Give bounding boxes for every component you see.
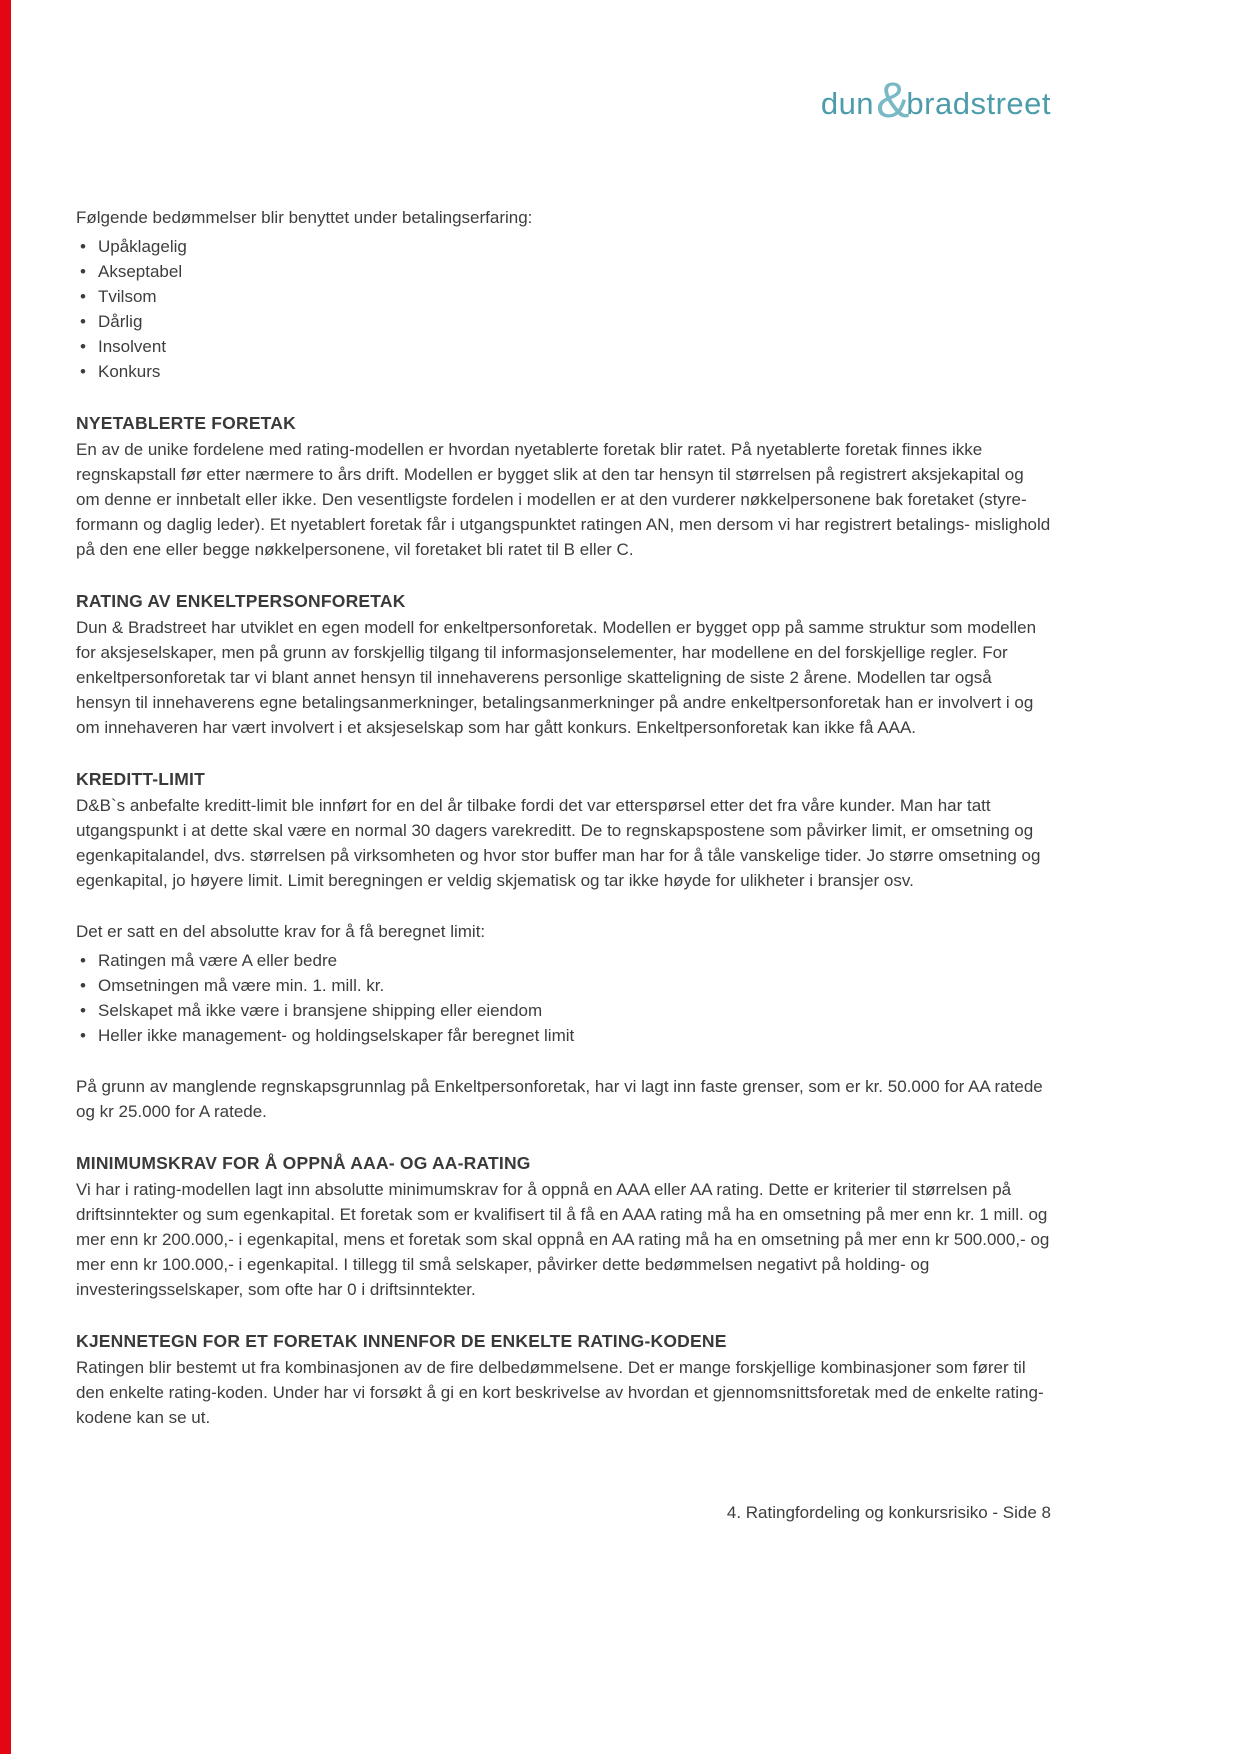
page-accent-bar: [0, 0, 11, 1754]
intro-block: [76, 205, 1051, 384]
section-heading: NYETABLERTE FORETAK: [76, 413, 296, 433]
limit-requirements-list: [78, 948, 1051, 1048]
section-nyetablerte-foretak: [76, 411, 1051, 562]
section-heading: MINIMUMSKRAV FOR Å OPPNÅ AAA- OG AA-RATING: [76, 1153, 531, 1173]
intro-lead: Følgende bedømmelser blir benyttet under betalingserfaring:: [76, 208, 533, 227]
section-kreditt-limit: [76, 767, 1051, 1124]
dun-bradstreet-logo: [821, 68, 1051, 126]
list-item: • Ratingen må være A eller bedre: [78, 948, 1051, 973]
section-paragraph: Ratingen blir bestemt ut fra kombinasjonen av de fire delbedømmelsene. Det er mange forskjellige kombinasjoner som fører til den enkelte rating-koden. Under har vi forsøkt å gi en kort beskrivelse av hvordan et gjennomsnittsforetak med de enkelte rating-kodene kan se ut.: [76, 1358, 1044, 1427]
page-footer: 4. Ratingfordeling og konkursrisiko - Side 8: [726, 1503, 1051, 1522]
logo-word-dun: dun: [820, 86, 875, 121]
page-content: [76, 0, 1051, 1430]
list-item: • Tvilsom: [78, 284, 1051, 309]
logo-ampersand-icon: &: [876, 72, 910, 128]
list-item: • Konkurs: [78, 359, 1051, 384]
section-minimumskrav: [76, 1151, 1051, 1302]
section-paragraph: Dun & Bradstreet har utviklet en egen modell for enkeltpersonforetak. Modellen er bygget opp på samme struktur som modellen for aksjeselskaper, men på grunn av forskjellig tilgang til informasjonselementer, har modellene en del forskjellige regler. For enkeltpersonforetak tar vi blant annet hensyn til innehaverens personlige skatteligning de siste 2 årene. Modellen tar også hensyn til innehaverens egne betalingsanmerkninger, betalingsanmerkninger på andre enkeltpersonforetak han er involvert i og om innehaveren har vært involvert i et aksjeselskap som har gått konkurs. Enkeltpersonforetak kan ikke få AAA.: [76, 618, 1037, 737]
section-heading: RATING AV ENKELTPERSONFORETAK: [76, 591, 406, 611]
list-item: • Selskapet må ikke være i bransjene shipping eller eiendom: [78, 998, 1051, 1023]
list-item: • Insolvent: [78, 334, 1051, 359]
list-item: • Omsetningen må være min. 1. mill. kr.: [78, 973, 1051, 998]
list-item: • Akseptabel: [78, 259, 1051, 284]
section-kjennetegn: [76, 1329, 1051, 1430]
section-paragraph: En av de unike fordelene med rating-modellen er hvordan nyetablerte foretak blir ratet. På nyetablerte foretak finnes ikke regnskapstall før etter nærmere to års drift. Modellen er bygget slik at den tar hensyn til størrelsen på registrert aksjekapital og om denne er innbetalt eller ikke. Den vesentligste fordelen i modellen er at den vurderer nøkkelpersonene bak foretaket (styre- formann og daglig leder). Et nyetablert foretak får i utgangspunktet ratingen AN, men dersom vi har registrert betalings- mislighold på den ene eller begge nøkkelpersonene, vil foretaket bli ratet til B eller C.: [76, 440, 1051, 559]
limit-requirements-lead: Det er satt en del absolutte krav for å få beregnet limit:: [76, 922, 486, 941]
section-paragraph: Vi har i rating-modellen lagt inn absolutte minimumskrav for å oppnå en AAA eller AA rating. Dette er kriterier til størrelsen på driftsinntekter og sum egenkapital. Et foretak som er kvalifisert til å få en AAA rating må ha en omsetning på mer enn kr. 1 mill. og mer enn kr 200.000,- i egenkapital, mens et foretak som skal oppnå en AA rating må ha en omsetning på mer enn kr 500.000,- og mer enn kr 100.000,- i egenkapital. I tillegg til små selskaper, påvirker dette bedømmelsen negativt på holding- og investeringsselskaper, som ofte har 0 i driftsinntekter.: [76, 1180, 1050, 1299]
section-heading: KJENNETEGN FOR ET FORETAK INNENFOR DE ENKELTE RATING-KODENE: [76, 1331, 727, 1351]
section-paragraph: D&B`s anbefalte kreditt-limit ble innført for en del år tilbake fordi det var etterspørsel etter det fra våre kunder. Man har tatt utgangspunkt i at dette skal være en normal 30 dagers varekreditt. De to regnskapspostene som påvirker limit, er omsetning og egenkapitalandel, dvs. størrelsen på virksomheten og hvor stor buffer man har for å tåle vanskelige tider. Jo større omsetning og egenkapital, jo høyere limit. Limit beregningen er veldig skjematisk og tar ikke høyde for ulikheter i bransjer osv.: [76, 796, 1041, 890]
section-paragraph: På grunn av manglende regnskapsgrunnlag på Enkeltpersonforetak, har vi lagt inn faste grenser, som er kr. 50.000 for AA ratede og kr 25.000 for A ratede.: [76, 1077, 1043, 1121]
section-heading: KREDITT-LIMIT: [76, 769, 205, 789]
list-item: • Dårlig: [78, 309, 1051, 334]
logo-word-bradstreet: bradstreet: [906, 86, 1051, 121]
limit-requirements-block: [76, 919, 1051, 1048]
list-item: • Heller ikke management- og holdingselskaper får beregnet limit: [78, 1023, 1051, 1048]
list-item: • Upåklagelig: [78, 234, 1051, 259]
section-rating-enkeltpersonforetak: [76, 589, 1051, 740]
payment-experience-list: [78, 234, 1051, 384]
